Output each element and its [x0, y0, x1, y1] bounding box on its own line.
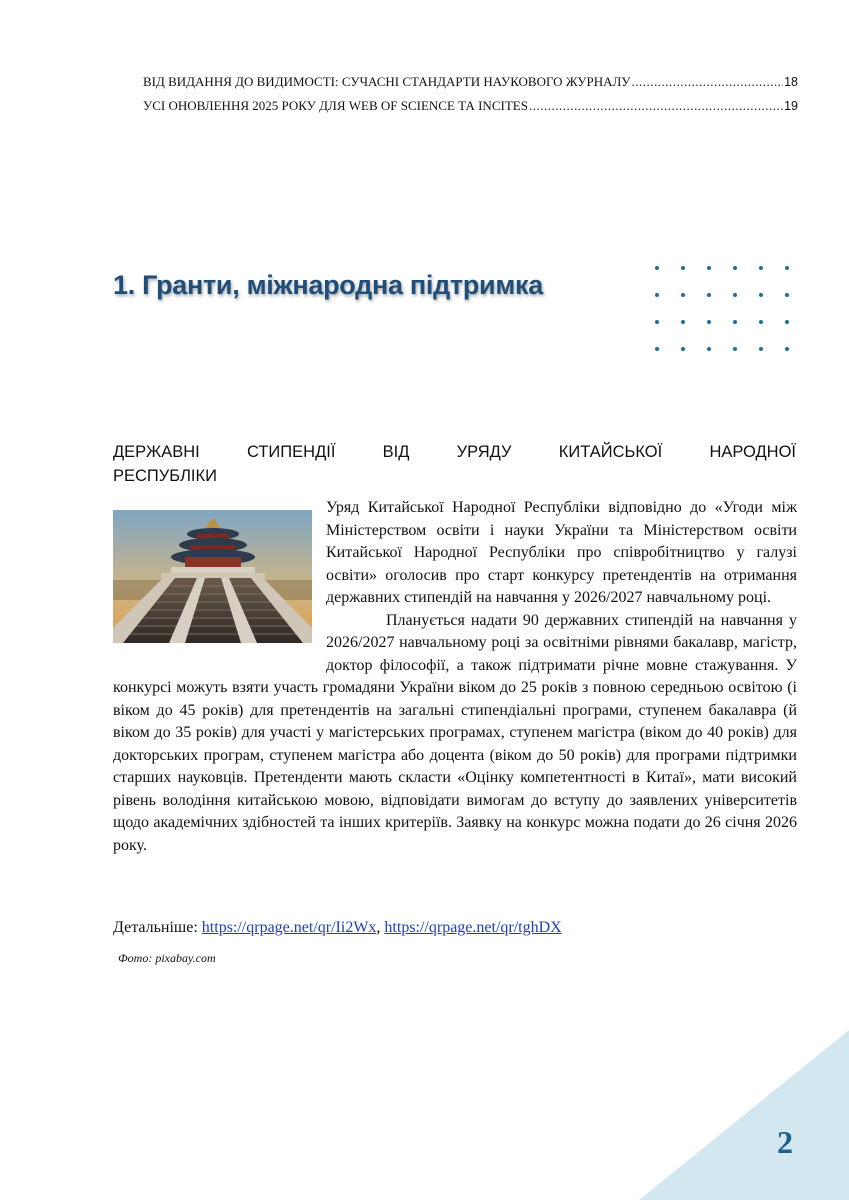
toc-entry-page: 19	[784, 99, 798, 113]
link-qrpage-1[interactable]: https://qrpage.net/qr/Ii2Wx	[201, 919, 377, 936]
dot	[785, 320, 789, 324]
article-paragraph: Уряд Китайської Народної Республіки відповідно до «Угоди між Міністерством освіти і науки України та Міністерством освіти Китайської Народної Республіки про співробітництво у галузі освіти» оголосив про старт конкурсу претендентів на отримання державних стипендій на навчання у 2026/2027 навчальному році.	[326, 499, 797, 606]
dot	[707, 266, 711, 270]
link-separator: ,	[376, 919, 385, 936]
dot	[655, 293, 659, 297]
dot	[785, 266, 789, 270]
article-title-line: РЕСПУБЛІКИ	[113, 467, 217, 485]
article-paragraph: Планується надати 90 державних стипендій на навчання у 2026/2027 навчальному році за освітніми рівнями бакалавр, магістр, доктор філософії, а також підтримати річне мовне стажування. У конкурсі можуть взяти участь громадяни України віком до 25 років з повною середньою освітою (і віком до 45 років) для претендентів на загальні стипендіальні програми, ступенем бакалавра (й віком до 35 років) для участі у магістерських програмах, ступенем магістра (віком до 40 років) для докторських програм, ступенем магістра або доцента (віком до 50 років) для програми підтримки старших науковців. Претенденти мають скласти «Оцінку компетентності в Китаї», мати високий рівень володіння китайською мовою, відповідати вимогам до вступу до заявлених університетів щодо академічних здібностей та інших критеріїв. Заявку на конкурс можна подати до 26 січня 2026 року.	[113, 611, 797, 854]
toc-leader-dots	[529, 98, 783, 114]
toc-entry-page: 18	[784, 75, 798, 89]
link-qrpage-2[interactable]: https://qrpage.net/qr/tghDX	[384, 919, 562, 936]
dot	[707, 347, 711, 351]
dot	[707, 293, 711, 297]
dot	[655, 320, 659, 324]
details-label: Детальніше:	[113, 919, 202, 936]
dot	[759, 293, 763, 297]
article-title	[113, 440, 796, 488]
dot	[681, 266, 685, 270]
decorative-corner-triangle	[639, 1030, 849, 1200]
article-title-line: ДЕРЖАВНІ СТИПЕНДІЇ ВІД УРЯДУ КИТАЙСЬКОЇ НАРОДНОЇ	[113, 443, 796, 461]
toc-entry-title: УСІ ОНОВЛЕННЯ 2025 РОКУ ДЛЯ WEB OF SCIENCE ТА INCITES	[143, 98, 528, 113]
photo-spacer	[113, 497, 326, 655]
toc-entry-title: ВІД ВИДАННЯ ДО ВИДИМОСТІ: СУЧАСНІ СТАНДАРТИ НАУКОВОГО ЖУРНАЛУ	[143, 74, 631, 89]
dot	[733, 293, 737, 297]
page-number: 2	[777, 1124, 793, 1160]
dot	[681, 347, 685, 351]
section-heading: 1. Гранти, міжнародна підтримка	[113, 270, 543, 300]
dot	[681, 320, 685, 324]
dot	[759, 266, 763, 270]
dot	[785, 347, 789, 351]
toc-leader-dots	[632, 74, 784, 90]
photo-credit: Фото: pixabay.com	[118, 951, 216, 965]
dot	[733, 347, 737, 351]
details-links	[113, 919, 562, 937]
dot	[707, 320, 711, 324]
dot	[733, 320, 737, 324]
toc-entry[interactable]	[143, 98, 798, 122]
dot	[655, 347, 659, 351]
dot	[785, 293, 789, 297]
table-of-contents	[143, 74, 798, 122]
toc-entry[interactable]	[143, 74, 798, 98]
dot	[759, 320, 763, 324]
dot	[759, 347, 763, 351]
decorative-dot-grid	[655, 266, 805, 366]
dot	[733, 266, 737, 270]
dot	[681, 293, 685, 297]
dot	[655, 266, 659, 270]
article-body	[113, 497, 797, 857]
